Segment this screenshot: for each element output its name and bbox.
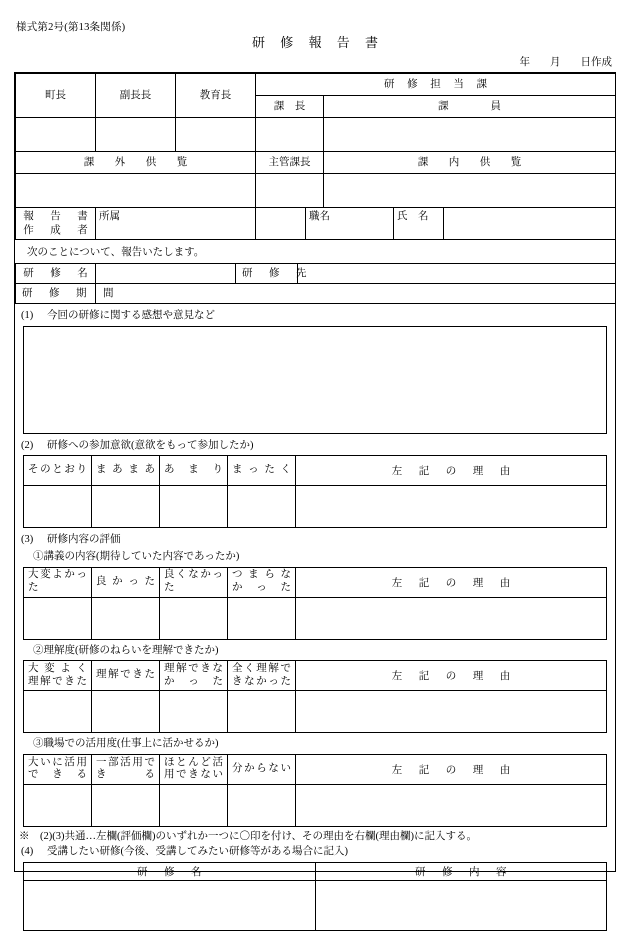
option-label: まったく: [232, 464, 291, 476]
cell-training-content-column-header: [315, 862, 607, 880]
job-title-label: 職名: [309, 211, 330, 222]
reason-column-header: [296, 456, 607, 486]
option-header-3: [160, 456, 228, 486]
education-superintendent-label: 教育長: [199, 89, 232, 101]
section-3-sub2-label: ②理解度(研修のねらいを理解できたか): [33, 644, 219, 656]
training-name-input[interactable]: [96, 264, 236, 284]
table-row: [24, 486, 607, 528]
option-select-4[interactable]: [228, 691, 296, 733]
option-select-3[interactable]: [160, 486, 228, 528]
option-label: 分からない: [232, 763, 291, 775]
cell-education-superintendent-header: [176, 74, 256, 118]
option-label-line2: きる: [96, 769, 155, 781]
section-3-sub1-label: ①講義の内容(期待していた内容であったか): [33, 550, 240, 562]
section-3-sub2-rating-table: [23, 660, 607, 733]
table-row: [24, 862, 607, 880]
option-header-1: [24, 754, 92, 784]
section-2-label: 研修への参加意欲(意欲をもって参加したか): [47, 439, 254, 451]
supervising-chief-label: 主管課長: [268, 156, 311, 168]
option-header-4: [228, 661, 296, 691]
reason-input[interactable]: [296, 691, 607, 733]
training-period-input[interactable]: [96, 284, 616, 304]
cell-supervising-chief-header: [256, 152, 324, 174]
table-row: [16, 152, 616, 174]
option-label: まあまあ: [96, 464, 155, 476]
table-row: [24, 456, 607, 486]
section-3-sub2-heading: [15, 640, 615, 661]
option-label: 良くなかっ: [164, 569, 223, 581]
option-select-4[interactable]: [228, 486, 296, 528]
option-label-line2: かった: [232, 582, 291, 594]
option-header-2: [92, 661, 160, 691]
stamp-box-section-chief[interactable]: [256, 118, 324, 152]
option-header-4: [228, 456, 296, 486]
table-row: [24, 597, 607, 639]
table-row: [16, 208, 616, 240]
table-row: [24, 661, 607, 691]
section-4-label: 受講したい研修(今後、受講してみたい研修等がある場合に記入): [47, 846, 348, 858]
option-header-2: [92, 456, 160, 486]
section-2-rating-table: [23, 455, 607, 528]
stamp-box-mayor[interactable]: [16, 118, 96, 152]
date-day-label: 日作成: [580, 57, 612, 68]
cell-job-title-label: [306, 208, 394, 240]
reason-column-header: [296, 567, 607, 597]
section-3-sub3-rating-table: [23, 754, 607, 827]
cell-circulation-inside-header: [324, 152, 616, 174]
section-2-number: (2): [21, 439, 34, 451]
training-name-label: 研 修 名: [23, 267, 91, 279]
desired-training-name-input[interactable]: [24, 880, 316, 930]
circulation-inside-label: 課 内 供 覧: [417, 156, 527, 168]
option-label-line2: 用できない: [164, 769, 223, 781]
option-select-1[interactable]: [24, 784, 92, 826]
instruction-note: ※ (2)(3)共通…左欄(評価欄)のいずれか一つに〇印を付け、その理由を右欄(理由欄)に記入する。: [19, 830, 478, 842]
stamp-box-section-staff[interactable]: [324, 118, 616, 152]
option-label-line2: きなかった: [232, 675, 291, 687]
reason-input[interactable]: [296, 597, 607, 639]
reason-column-header: [296, 661, 607, 691]
option-header-3: [160, 754, 228, 784]
cell-training-period-label: [16, 284, 117, 304]
option-label: あまり: [164, 464, 223, 476]
training-info-table: [15, 263, 616, 304]
option-select-4[interactable]: [228, 784, 296, 826]
table-row: [16, 264, 616, 284]
cell-section-chief-header: [256, 96, 324, 118]
training-dept-label: 研 修 担 当 課: [384, 78, 492, 90]
reason-column-header: [296, 754, 607, 784]
option-header-3: [160, 567, 228, 597]
section-4-number: (4): [21, 846, 34, 858]
date-month-label: 月: [550, 57, 561, 68]
option-select-3[interactable]: [160, 784, 228, 826]
option-select-2[interactable]: [92, 691, 160, 733]
reason-header-label: 左 記 の 理 由: [391, 466, 514, 478]
reason-input[interactable]: [296, 486, 607, 528]
option-label-line2: た: [164, 582, 175, 594]
section-3-heading: [15, 528, 615, 550]
section-2-heading: [15, 434, 615, 456]
option-header-2: [92, 754, 160, 784]
section-1-heading: [15, 304, 615, 326]
date-year-label: 年: [519, 57, 530, 68]
table-row: [24, 784, 607, 826]
cell-training-name-column-header: [24, 862, 316, 880]
section-3-sub1-heading: [15, 550, 615, 567]
stamp-box-education-superintendent[interactable]: [176, 118, 256, 152]
section-3-sub3-heading: [15, 733, 615, 754]
option-label-line2: 理解できた: [28, 675, 87, 687]
form-body-frame: [14, 72, 616, 878]
option-select-3[interactable]: [160, 597, 228, 639]
section-chief-label: 課 長: [273, 100, 306, 112]
name-label: 氏 名: [397, 211, 429, 222]
page-title: 研 修 報 告 書: [251, 35, 384, 50]
desired-training-content-input[interactable]: [315, 880, 607, 930]
option-header-1: [24, 661, 92, 691]
table-row: [16, 74, 616, 96]
section-1-textarea[interactable]: [23, 326, 607, 434]
option-label: 理解できた: [96, 669, 155, 681]
cell-affiliation-label: [96, 208, 256, 240]
stamp-box-circulation-outside[interactable]: [16, 174, 256, 208]
table-row: [24, 691, 607, 733]
cell-reporter-label: [16, 208, 96, 240]
option-select-2[interactable]: [92, 597, 160, 639]
training-name-column-label: 研 修 名: [137, 866, 205, 878]
section-3-number: (3): [21, 534, 34, 546]
option-label: ほとんど活: [164, 756, 223, 768]
table-row: [24, 567, 607, 597]
circulation-outside-label: 課 外 供 覧: [83, 156, 193, 168]
section-3-label: 研修内容の評価: [47, 534, 121, 546]
table-row: [24, 880, 607, 930]
cell-training-place-label: [236, 264, 310, 284]
option-label: 一部活用で: [96, 756, 155, 768]
affiliation-label: 所属: [99, 211, 120, 222]
reporter-label-line1: 報 告 書: [23, 211, 91, 223]
training-place-label: 研 修 先: [242, 267, 310, 279]
stamp-box-deputy-mayor[interactable]: [96, 118, 176, 152]
cell-section-staff-header: [324, 96, 616, 118]
option-label: 良かった: [96, 575, 155, 587]
section-staff-label: 課 員: [438, 100, 501, 112]
cell-circulation-outside-header: [16, 152, 256, 174]
option-label: 大変よく: [28, 663, 87, 675]
mayor-label: 町長: [45, 89, 66, 101]
reason-input[interactable]: [296, 784, 607, 826]
option-header-1: [24, 456, 92, 486]
name-input[interactable]: [444, 208, 616, 240]
table-row: [16, 174, 616, 208]
option-label: そのとおり: [28, 464, 87, 476]
approval-table: [15, 73, 616, 208]
table-row: [16, 118, 616, 152]
reason-header-label: 左 記 の 理 由: [391, 764, 514, 776]
stamp-box-supervising-chief[interactable]: [256, 174, 324, 208]
section-3-sub3-label: ③職場での活用度(仕事上に活かせるか): [33, 738, 219, 750]
reporter-label-line2: 作 成 者: [23, 224, 91, 236]
option-label: 理解できな: [164, 663, 223, 675]
option-label-line2: できる: [28, 769, 87, 781]
option-select-1[interactable]: [24, 691, 92, 733]
option-header-4: [228, 754, 296, 784]
option-label: つまらな: [232, 569, 291, 581]
section-1-label: 今回の研修に関する感想や意見など: [47, 310, 215, 321]
option-select-4[interactable]: [228, 597, 296, 639]
cell-deputy-mayor-header: [96, 74, 176, 118]
option-label: 大いに活用: [28, 756, 87, 768]
option-label-line2: た: [28, 582, 39, 594]
option-select-3[interactable]: [160, 691, 228, 733]
report-statement: 次のことについて、報告いたします。: [27, 247, 205, 258]
form-code: 様式第2号(第13条関係): [16, 22, 126, 33]
option-label-line2: かった: [164, 675, 223, 687]
section-4-table: [23, 862, 607, 931]
table-row: [24, 754, 607, 784]
training-content-column-label: 研 修 内 容: [415, 866, 510, 878]
table-row: [16, 284, 616, 304]
option-label: 全く理解で: [232, 663, 291, 675]
cell-training-dept-header: [256, 74, 616, 96]
creation-date-line: [520, 54, 613, 69]
option-header-4: [228, 567, 296, 597]
affiliation-input[interactable]: [256, 208, 306, 240]
training-period-label: 研 修 期 間: [22, 287, 117, 299]
deputy-mayor-label: 副長長: [119, 89, 152, 101]
option-select-1[interactable]: [24, 486, 92, 528]
cell-mayor-header: [16, 74, 96, 118]
option-header-2: [92, 567, 160, 597]
option-header-3: [160, 661, 228, 691]
option-select-2[interactable]: [92, 486, 160, 528]
reason-header-label: 左 記 の 理 由: [391, 577, 514, 589]
option-select-1[interactable]: [24, 597, 92, 639]
reporter-table: [15, 207, 616, 240]
section-1-number: (1): [21, 310, 34, 321]
option-select-2[interactable]: [92, 784, 160, 826]
cell-name-label: [394, 208, 444, 240]
cell-training-name-label: [16, 264, 96, 284]
section-3-sub1-rating-table: [23, 567, 607, 640]
section-4-heading: [15, 844, 615, 862]
option-label: 大変よかっ: [28, 569, 87, 581]
reason-header-label: 左 記 の 理 由: [391, 671, 514, 683]
stamp-box-circulation-inside[interactable]: [324, 174, 616, 208]
option-header-1: [24, 567, 92, 597]
training-place-input[interactable]: [298, 264, 616, 284]
